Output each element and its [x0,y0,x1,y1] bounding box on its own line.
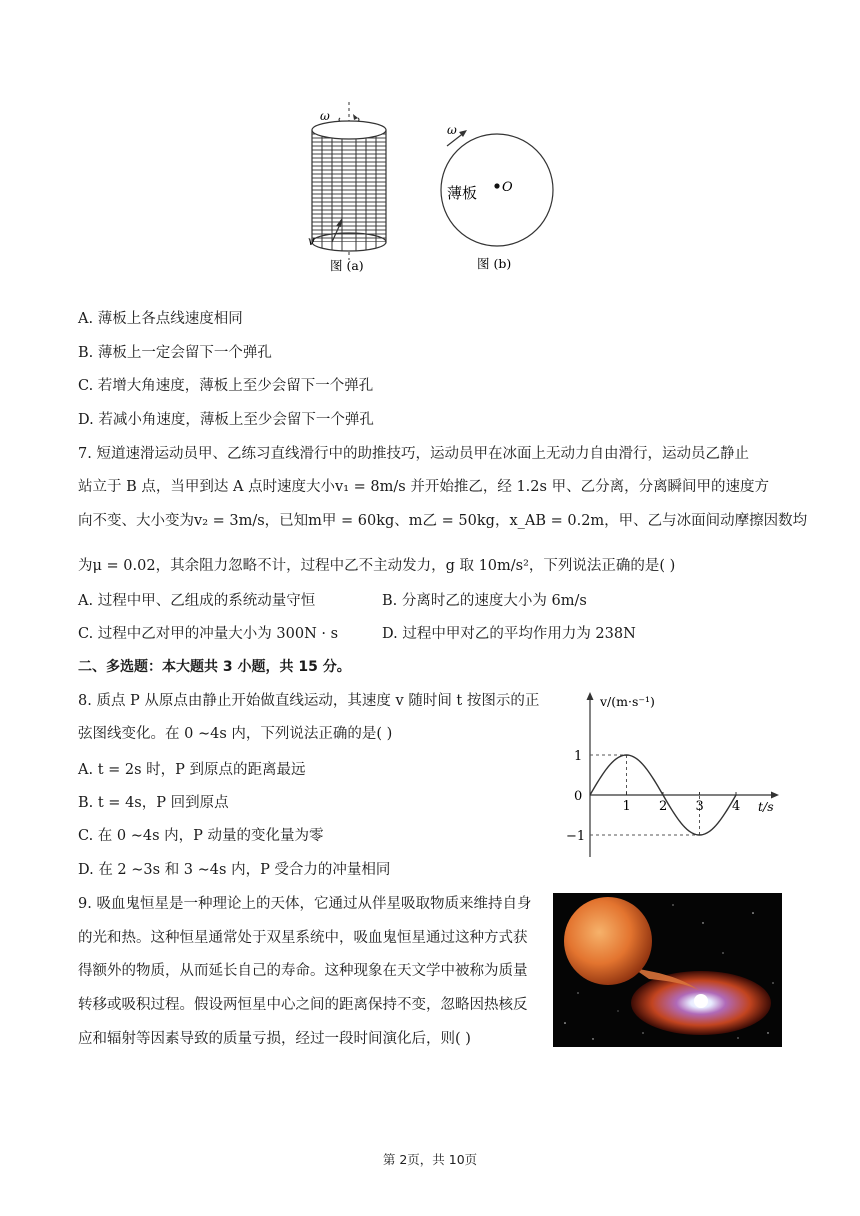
q6-option-b: B. 薄板上一定会留下一个弹孔 [78,345,272,361]
x-tick-label: 3 [695,799,704,814]
center-label: O [502,180,513,195]
q8-option-d: D. 在 2 ∼3s 和 3 ∼4s 内，P 受合力的冲量相同 [78,862,391,878]
figure-b-disk [435,118,555,275]
board-label: 薄板 [447,184,478,202]
velocity-time-chart [560,688,785,863]
q8-stem-line1: 8. 质点 P 从原点由静止开始做直线运动，其速度 v 随时间 t 按图示的正 [78,693,540,709]
q8-option-b: B. t = 4s，P 回到原点 [78,795,229,811]
q8-option-a: A. t = 2s 时，P 到原点的距离最远 [78,762,306,778]
x-axis-label: t/s [758,799,774,814]
q9-stem-line3: 得额外的物质，从而延长自己的寿命。这种现象在天文学中被称为质量 [78,963,528,979]
q9-stem-line1: 9. 吸血鬼恒星是一种理论上的天体，它通过从伴星吸取物质来维持自身 [78,896,532,912]
q9-stem-line2: 的光和热。这种恒星通常处于双星系统中，吸血鬼恒星通过这种方式获 [78,930,528,946]
q7-stem-line3: 向不变、大小变为v₂ = 3m/s，已知m甲 = 60kg、m乙 = 50kg，x_AB = 0.2m，甲、乙与冰面间动摩擦因数均 [78,513,808,529]
x-tick-label: 2 [659,799,668,814]
x-tick-label: 4 [732,799,741,814]
y-axis-label: v/(m·s⁻¹) [600,694,655,709]
q9-stem-line4: 转移或吸积过程。假设两恒星中心之间的距离保持不变，忽略因热核反 [78,997,528,1013]
q9-stem-line5: 应和辐射等因素导致的质量亏损，经过一段时间演化后，则( ) [78,1031,471,1047]
y-tick-label: 1 [574,749,583,764]
section-heading-multi-choice: 二、多选题：本大题共 3 小题，共 15 分。 [78,659,351,675]
y-tick-label: 0 [574,789,583,804]
q7-option-b: B. 分离时乙的速度大小为 6m/s [382,593,587,609]
y-tick-label: −1 [566,829,586,844]
v-label: v [308,234,315,248]
center-point [494,183,499,188]
x-tick-label: 1 [622,799,631,814]
page-footer: 第 2页，共 10页 [382,1152,478,1167]
x-axis-arrow [771,792,779,799]
figure-a-caption: 图 (a) [330,258,364,273]
q7-option-c: C. 过程中乙对甲的冲量大小为 300N · s [78,626,339,642]
q7-option-d: D. 过程中甲对乙的平均作用力为 238N [382,626,636,642]
omega-label-a: ω [320,109,330,123]
q7-stem-line1: 7. 短道速滑运动员甲、乙练习直线滑行中的助推技巧，运动员甲在冰面上无动力自由滑行，运动员乙静止 [78,446,749,462]
q6-option-a: A. 薄板上各点线速度相同 [78,311,243,327]
q7-stem-line2: 站立于 B 点，当甲到达 A 点时速度大小v₁ = 8m/s 并开始推乙，经 1.2s 甲、乙分离，分离瞬间甲的速度方 [78,479,770,495]
q6-option-d: D. 若减小角速度，薄板上至少会留下一个弹孔 [78,412,374,428]
q7-stem-line4: 为μ = 0.02，其余阻力忽略不计，过程中乙不主动发力，g 取 10m/s²，下列说法正确的是( ) [78,558,676,574]
y-axis-arrow [587,692,594,700]
figure-b-caption: 图 (b) [477,256,512,271]
omega-label-b: ω [447,123,457,137]
q7-option-a: A. 过程中甲、乙组成的系统动量守恒 [78,593,316,609]
q8-option-c: C. 在 0 ∼4s 内，P 动量的变化量为零 [78,828,324,844]
q8-stem-line2: 弦图线变化。在 0 ∼4s 内，下列说法正确的是( ) [78,726,393,742]
figure-a-cylinder [300,100,410,275]
vampire-star-image [553,893,782,1047]
q6-option-c: C. 若增大角速度，薄板上至少会留下一个弹孔 [78,378,374,394]
